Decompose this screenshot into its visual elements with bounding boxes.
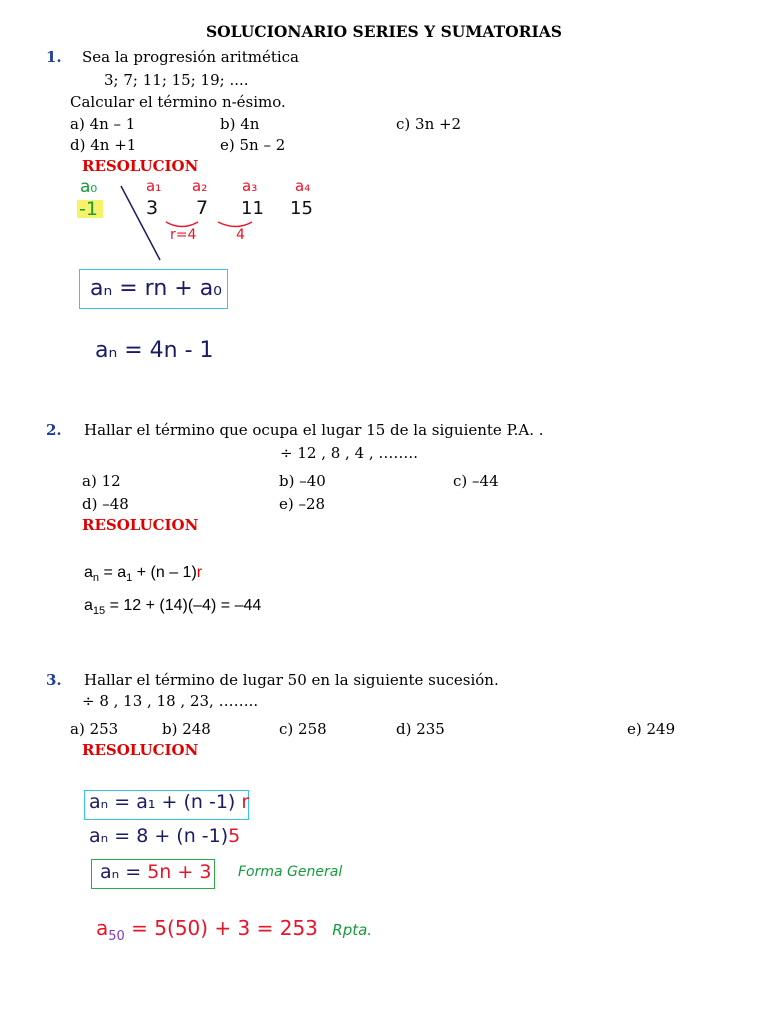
problem-1-option-a: a) 4n – 1 xyxy=(70,115,136,133)
problem-3-option-e: e) 249 xyxy=(627,720,676,738)
hand-a3-label: a₃ xyxy=(242,177,258,195)
hand-a2-label: a₂ xyxy=(192,177,208,195)
problem-3-option-a: a) 253 xyxy=(70,720,119,738)
problem-1-question: Calcular el término n-ésimo. xyxy=(70,93,286,111)
hand-a4-label: a₄ xyxy=(295,177,311,195)
problem-1-statement: Sea la progresión aritmética xyxy=(82,48,299,66)
problem-2-number: 2. xyxy=(46,421,62,439)
hand-forma-general: Forma General xyxy=(238,864,343,880)
hand-a0-label: a₀ xyxy=(80,177,98,197)
problem-3-sequence: ÷ 8 , 13 , 18 , 23, …….. xyxy=(82,692,259,710)
problem-1-option-e: e) 5n – 2 xyxy=(220,136,286,154)
hand-value-a1: 3 xyxy=(146,197,159,219)
problem-3-statement: Hallar el término de lugar 50 en la siguiente sucesión. xyxy=(84,671,499,689)
problem-2-option-c: c) –44 xyxy=(453,472,499,490)
problem-2-option-a: a) 12 xyxy=(82,472,121,490)
problem-1-option-b: b) 4n xyxy=(220,115,260,133)
problem-1-option-d: d) 4n +1 xyxy=(70,136,137,154)
hand-value-a2: 7 xyxy=(196,197,209,219)
problem-1-number: 1. xyxy=(46,48,62,66)
problem-3-option-d: d) 235 xyxy=(396,720,445,738)
problem-3-option-c: c) 258 xyxy=(279,720,327,738)
problem-2-equation-1: $a_n = a_1 + (n - 1)r$ xyxy=(84,564,203,585)
problem-2-option-d: d) –48 xyxy=(82,495,129,513)
hand-a1-label: a₁ xyxy=(146,177,162,195)
problem-1-resolution-label: RESOLUCION xyxy=(82,157,199,175)
problem-3-resolution-label: RESOLUCION xyxy=(82,741,199,759)
hand-ratio-1: r=4 xyxy=(170,227,197,243)
problem-2-resolution-label: RESOLUCION xyxy=(82,516,199,534)
problem-2-statement: Hallar el término que ocupa el lugar 15 de la siguiente P.A. . xyxy=(84,421,544,439)
hand-value-a3: 11 xyxy=(241,198,264,219)
hand-line-3: aₙ = 5n + 3 xyxy=(100,861,212,883)
problem-2-option-b: b) –40 xyxy=(279,472,326,490)
problem-3-number: 3. xyxy=(46,671,62,689)
problem-2-sequence: ÷ 12 , 8 , 4 , …….. xyxy=(280,444,418,462)
hand-result-1: aₙ = 4n - 1 xyxy=(95,338,214,363)
hand-ratio-2: 4 xyxy=(236,227,245,243)
hand-line-2: aₙ = 8 + (n -1)5 xyxy=(89,825,241,847)
hand-line-1: aₙ = a₁ + (n -1) r xyxy=(89,791,250,813)
hand-line-4: $a_{50} = 5(50) + 3 = 253$ Rpta. xyxy=(96,916,373,944)
page-title: SOLUCIONARIO SERIES Y SUMATORIAS xyxy=(205,22,562,41)
hand-formula-text: aₙ = rn + a₀ xyxy=(90,276,222,301)
problem-1-sequence: 3; 7; 11; 15; 19; .... xyxy=(104,71,249,89)
hand-value-a0: -1 xyxy=(79,198,98,220)
problem-2-option-e: e) –28 xyxy=(279,495,326,513)
problem-1-option-c: c) 3n +2 xyxy=(396,115,462,133)
problem-3-option-b: b) 248 xyxy=(162,720,211,738)
problem-2-equation-2: $a_{15} = 12 + (14)(-4) = -44$ xyxy=(84,597,262,618)
hand-value-a4: 15 xyxy=(290,198,313,219)
hand-strokes-1 xyxy=(0,0,768,300)
hand-formula-general xyxy=(90,277,222,301)
